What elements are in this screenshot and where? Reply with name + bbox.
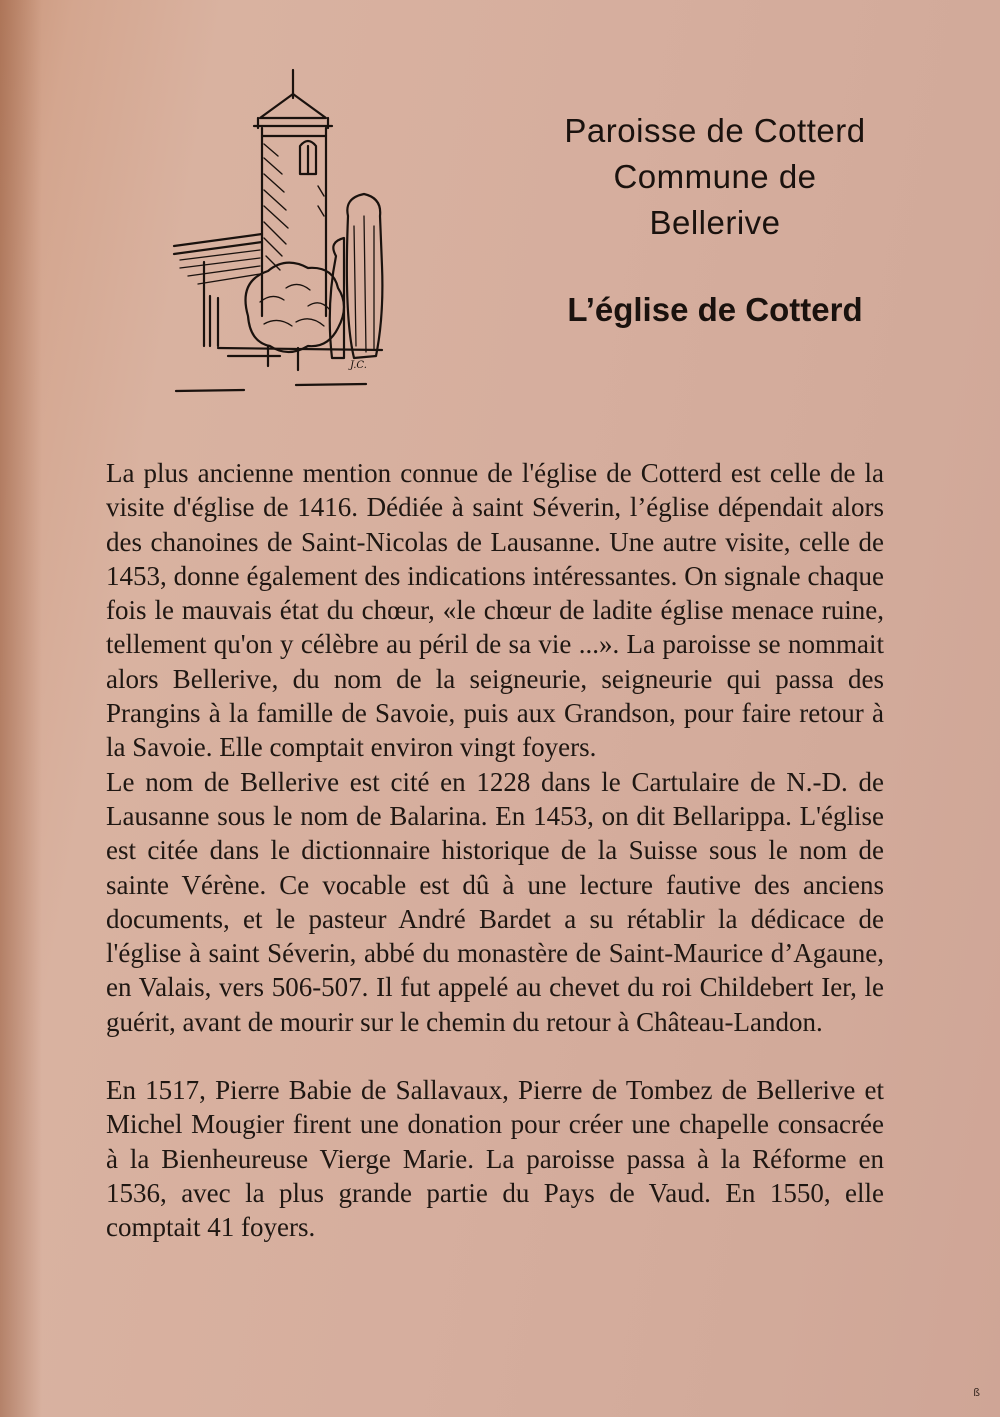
commune-title: Commune de	[613, 158, 817, 195]
paragraph-history: La plus ancienne mention connue de l'église de Cotterd est celle de la visite d'église de 1416. Dédiée à saint Séverin, l’église dépendait alors des chanoines de Saint-Nicolas de Lausanne. Une autre visite, celle de 1453, donne également des indications intéressantes. On signale chaque fois le mauvais état du chœur, «le chœur de ladite église menace ruine, tellement qu'on y célèbre au péril de sa vie ...». La paroisse se nommait alors Bellerive, du nom de la seigneurie, seigneurie qui passa des Prangins à la famille de Savoie, puis aux Grandson, pour faire retour à la Savoie. Elle comptait environ vingt foyers.	[106, 458, 884, 763]
church-title: L’église de Cotterd	[567, 291, 863, 328]
paragraph-reformation: En 1517, Pierre Babie de Sallavaux, Pierre de Tombez de Bellerive et Michel Mougier firent une donation pour créer une chapelle consacrée à la Bienheureuse Vierge Marie. La paroisse passa à la Réforme en 1536, avec la plus grande partie du Pays de Vaud. En 1550, elle comptait 41 foyers.	[106, 1075, 884, 1243]
paragraph-name-origin: Le nom de Bellerive est cité en 1228 dans le Cartulaire de N.-D. de Lausanne sous le nom de Balarina. En 1453, on dit Bellarippa. L'église est citée dans le dictionnaire historique de la Suisse sous le nom de sainte Vérène. Ce vocable est dû à une lecture fautive des anciens documents, et le pasteur André Bardet a su rétablir la dédicace de l'église à saint Séverin, abbé du monastère de Saint-Maurice d’Agaune, en Valais, vers 506-507. Il fut appelé au chevet du roi Childebert Ier, le guérit, avant de mourir sur le chemin du retour à Château-Landon.	[106, 766, 884, 1037]
corner-mark: ß	[973, 1386, 980, 1399]
church-tower-sketch	[168, 66, 408, 406]
header-titles	[520, 108, 910, 329]
page-edge-shadow	[0, 0, 42, 1417]
sketch-signature: J.C.	[350, 360, 367, 371]
parish-title: Paroisse de Cotterd	[564, 112, 866, 149]
article-body	[106, 456, 884, 1245]
commune-name: Bellerive	[649, 204, 781, 241]
